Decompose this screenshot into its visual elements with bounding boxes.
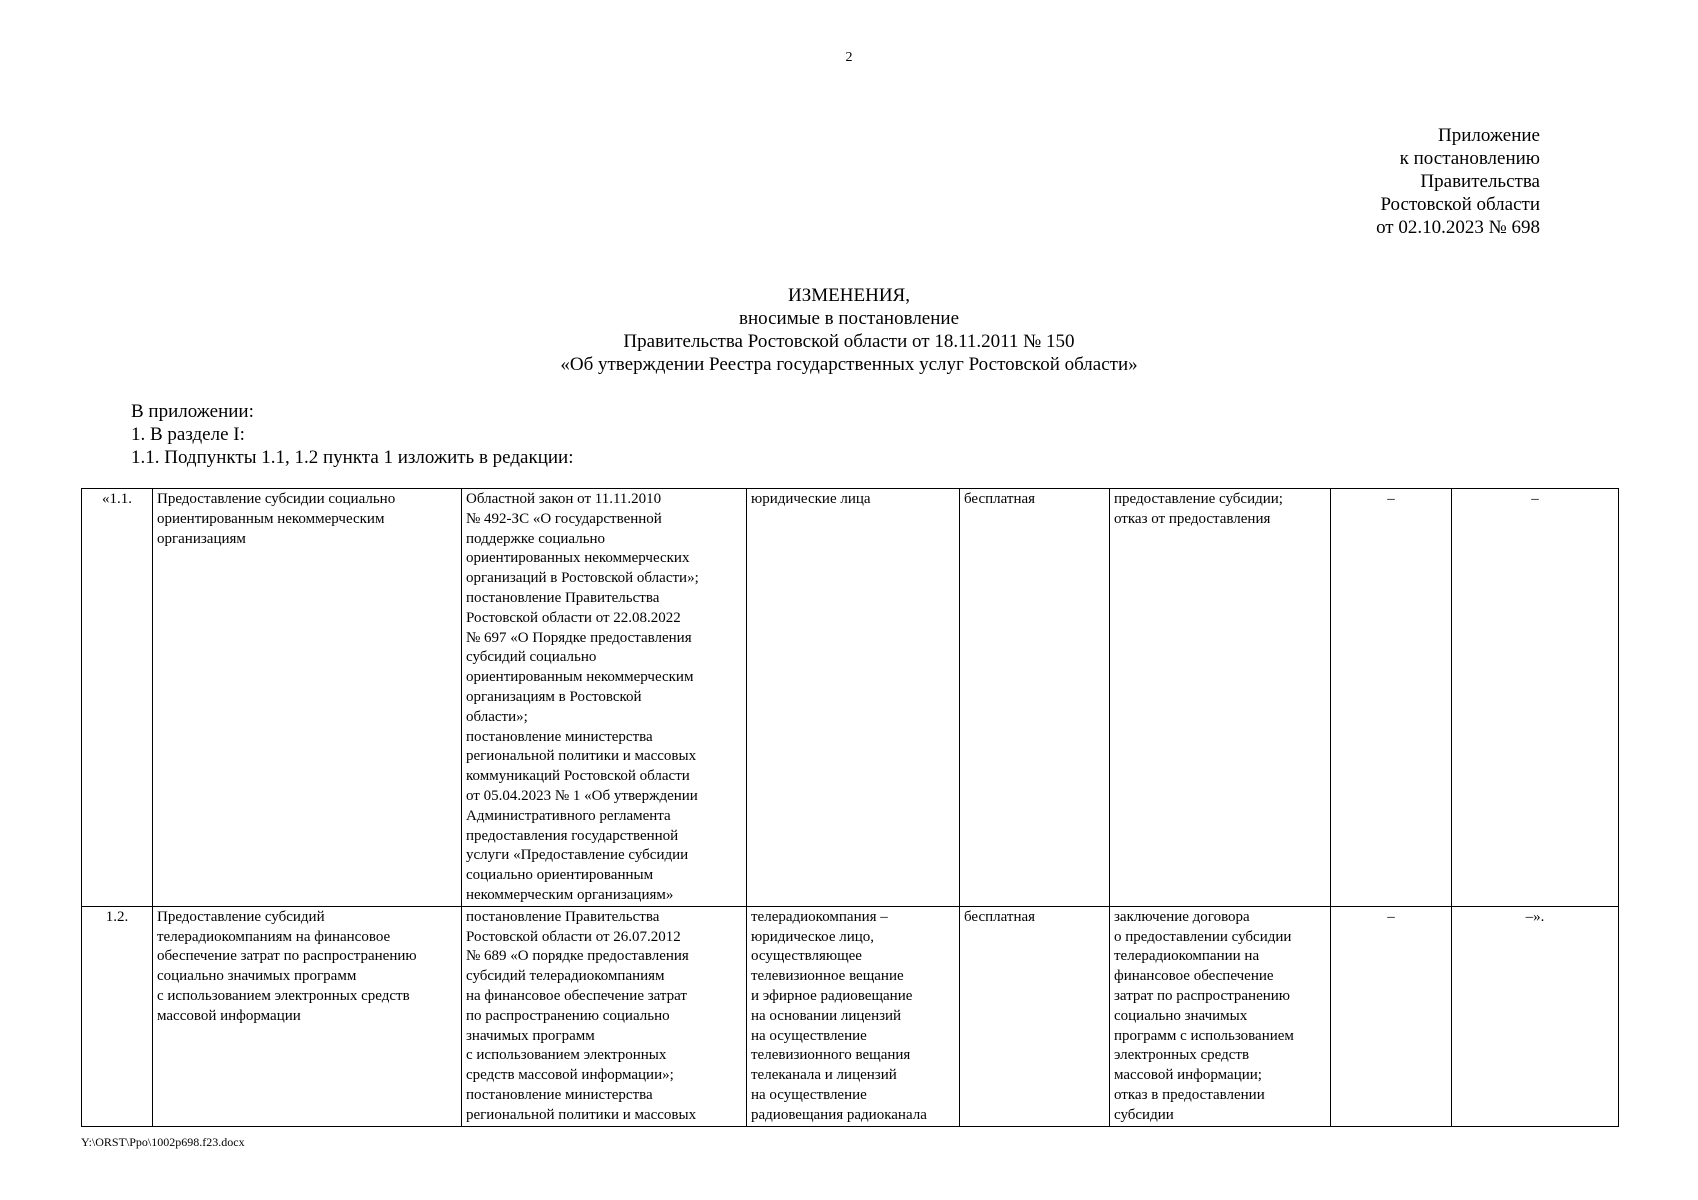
cell-recipients <box>747 489 960 907</box>
cell-recipients-line: и эфирное радиовещание <box>751 987 913 1004</box>
cell-legal-basis <box>462 489 747 907</box>
cell-legal-basis-line: Ростовской области от 22.08.2022 <box>466 609 681 626</box>
cell-legal-basis-line: региональной политики и массовых <box>466 748 697 765</box>
cell-result-line: телерадиокомпании на <box>1114 948 1260 965</box>
cell-legal-basis-line: субсидий телерадиокомпаниям <box>466 968 665 985</box>
cell-legal-basis <box>462 906 747 1126</box>
cell-result-line: финансовое обеспечение <box>1114 968 1274 985</box>
appendix-line: к постановлению <box>1399 148 1540 169</box>
cell-recipients-line: юридическое лицо, <box>751 928 875 945</box>
cell-legal-basis-line: поддержке социально <box>466 530 606 547</box>
document-heading <box>0 284 1698 376</box>
cell-legal-basis-line: ориентированным некоммерческим <box>466 669 694 686</box>
cell-legal-basis-line: организаций в Ростовской области»; <box>466 570 699 587</box>
cell-legal-basis-line: предоставления государственной <box>466 827 679 844</box>
cell-legal-basis-line: средств массовой информации»; <box>466 1067 674 1084</box>
cell-recipients-line: телеканала и лицензий <box>751 1067 897 1084</box>
appendix-line: от 02.10.2023 № 698 <box>1376 217 1540 238</box>
cell-result-line: социально значимых <box>1114 1007 1248 1024</box>
intro-text <box>131 400 573 469</box>
cell-legal-basis-line: субсидий социально <box>466 649 597 666</box>
cell-result <box>1110 906 1331 1126</box>
cell-service-name-line: с использованием электронных средств <box>157 987 410 1004</box>
cell-legal-basis-line: № 689 «О порядке предоставления <box>466 948 689 965</box>
cell-result-line: программ с использованием <box>1114 1027 1294 1044</box>
cell-legal-basis-line: постановление Правительства <box>466 589 660 606</box>
changes-table <box>81 488 1619 1127</box>
cell-legal-basis-line: № 697 «О Порядке предоставления <box>466 629 692 646</box>
intro-line: 1. В разделе I: <box>131 424 245 445</box>
cell-legal-basis-line: постановление Правительства <box>466 908 660 925</box>
cell-legal-basis-line: коммуникаций Ростовской области <box>466 768 690 785</box>
cell-service-name-line: социально значимых программ <box>157 968 357 985</box>
cell-service-name-line: массовой информации <box>157 1007 301 1024</box>
table-body <box>82 489 1619 1127</box>
cell-result-line: о предоставлении субсидии <box>1114 928 1292 945</box>
cell-legal-basis-line: с использованием электронных <box>466 1047 667 1064</box>
heading-title: ИЗМЕНЕНИЯ, <box>788 285 910 306</box>
cell-service-name-line: Предоставление субсидий <box>157 908 325 925</box>
cell-col7: – <box>1331 906 1452 1126</box>
cell-service-name-line: Предоставление субсидии социально <box>157 491 396 507</box>
cell-recipients-line: на осуществление <box>751 1086 867 1103</box>
table-row <box>82 489 1619 907</box>
cell-result-line: предоставление субсидии; <box>1114 491 1283 507</box>
cell-legal-basis-line: области»; <box>466 708 528 725</box>
cell-service-name-line: ориентированным некоммерческим <box>157 510 385 527</box>
table-row <box>82 906 1619 1126</box>
cell-legal-basis-line: Ростовской области от 26.07.2012 <box>466 928 681 945</box>
cell-service-name-line: обеспечение затрат по распространению <box>157 948 417 965</box>
cell-legal-basis-line: на финансовое обеспечение затрат <box>466 987 687 1004</box>
cell-legal-basis-line: от 05.04.2023 № 1 «Об утверждении <box>466 787 698 804</box>
cell-cost: бесплатная <box>960 906 1110 1126</box>
cell-service-name <box>153 906 462 1126</box>
appendix-block <box>1300 124 1540 239</box>
cell-result-line: электронных средств <box>1114 1047 1250 1064</box>
cell-recipients-line: юридические лица <box>751 491 871 507</box>
cell-recipients-line: телерадиокомпания – <box>751 908 888 925</box>
cell-recipients-line: радиовещания радиоканала <box>751 1106 927 1123</box>
cell-legal-basis-line: региональной политики и массовых <box>466 1106 697 1123</box>
cell-result-line: заключение договора <box>1114 908 1250 925</box>
cell-recipients <box>747 906 960 1126</box>
cell-legal-basis-line: постановление министерства <box>466 728 653 745</box>
heading-line: Правительства Ростовской области от 18.11.2011 № 150 <box>623 331 1075 352</box>
cell-recipients-line: осуществляющее <box>751 948 862 965</box>
cell-result-line: отказ от предоставления <box>1114 510 1271 527</box>
cell-result-line: субсидии <box>1114 1106 1174 1123</box>
cell-col8: – <box>1452 489 1619 907</box>
cell-legal-basis-line: № 492-ЗС «О государственной <box>466 510 662 527</box>
cell-legal-basis-line: организациям в Ростовской <box>466 688 642 705</box>
cell-col7: – <box>1331 489 1452 907</box>
cell-recipients-line: на основании лицензий <box>751 1007 902 1024</box>
cell-col8: –». <box>1452 906 1619 1126</box>
cell-service-name <box>153 489 462 907</box>
cell-recipients-line: на осуществление <box>751 1027 867 1044</box>
cell-service-name-line: телерадиокомпаниям на финансовое <box>157 928 391 945</box>
appendix-line: Ростовской области <box>1380 194 1540 215</box>
cell-service-name-line: организациям <box>157 530 246 547</box>
cell-result-line: массовой информации; <box>1114 1067 1262 1084</box>
heading-line: «Об утверждении Реестра государственных услуг Ростовской области» <box>560 354 1138 375</box>
cell-result-line: затрат по распространению <box>1114 987 1291 1004</box>
cell-legal-basis-line: Областной закон от 11.11.2010 <box>466 491 662 507</box>
cell-number: «1.1. <box>82 489 153 907</box>
appendix-line: Правительства <box>1420 171 1540 192</box>
cell-recipients-line: телевизионное вещание <box>751 968 904 985</box>
page-number: 2 <box>845 50 853 65</box>
intro-line: 1.1. Подпункты 1.1, 1.2 пункта 1 изложить в редакции: <box>131 447 574 468</box>
cell-legal-basis-line: Административного регламента <box>466 807 671 824</box>
cell-legal-basis-line: по распространению социально <box>466 1007 670 1024</box>
cell-cost: бесплатная <box>960 489 1110 907</box>
appendix-line: Приложение <box>1438 125 1540 146</box>
cell-legal-basis-line: ориентированных некоммерческих <box>466 550 690 567</box>
cell-number: 1.2. <box>82 906 153 1126</box>
cell-legal-basis-line: некоммерческим организациям» <box>466 886 674 903</box>
cell-legal-basis-line: услуги «Предоставление субсидии <box>466 847 689 864</box>
cell-recipients-line: телевизионного вещания <box>751 1047 911 1064</box>
cell-legal-basis-line: социально ориентированным <box>466 867 654 884</box>
intro-line: В приложении: <box>131 401 254 422</box>
cell-legal-basis-line: значимых программ <box>466 1027 595 1044</box>
file-path: Y:\ORST\Ppo\1002p698.f23.docx <box>81 1135 245 1149</box>
cell-legal-basis-line: постановление министерства <box>466 1086 653 1103</box>
cell-result-line: отказ в предоставлении <box>1114 1086 1265 1103</box>
cell-result <box>1110 489 1331 907</box>
heading-line: вносимые в постановление <box>738 308 960 329</box>
